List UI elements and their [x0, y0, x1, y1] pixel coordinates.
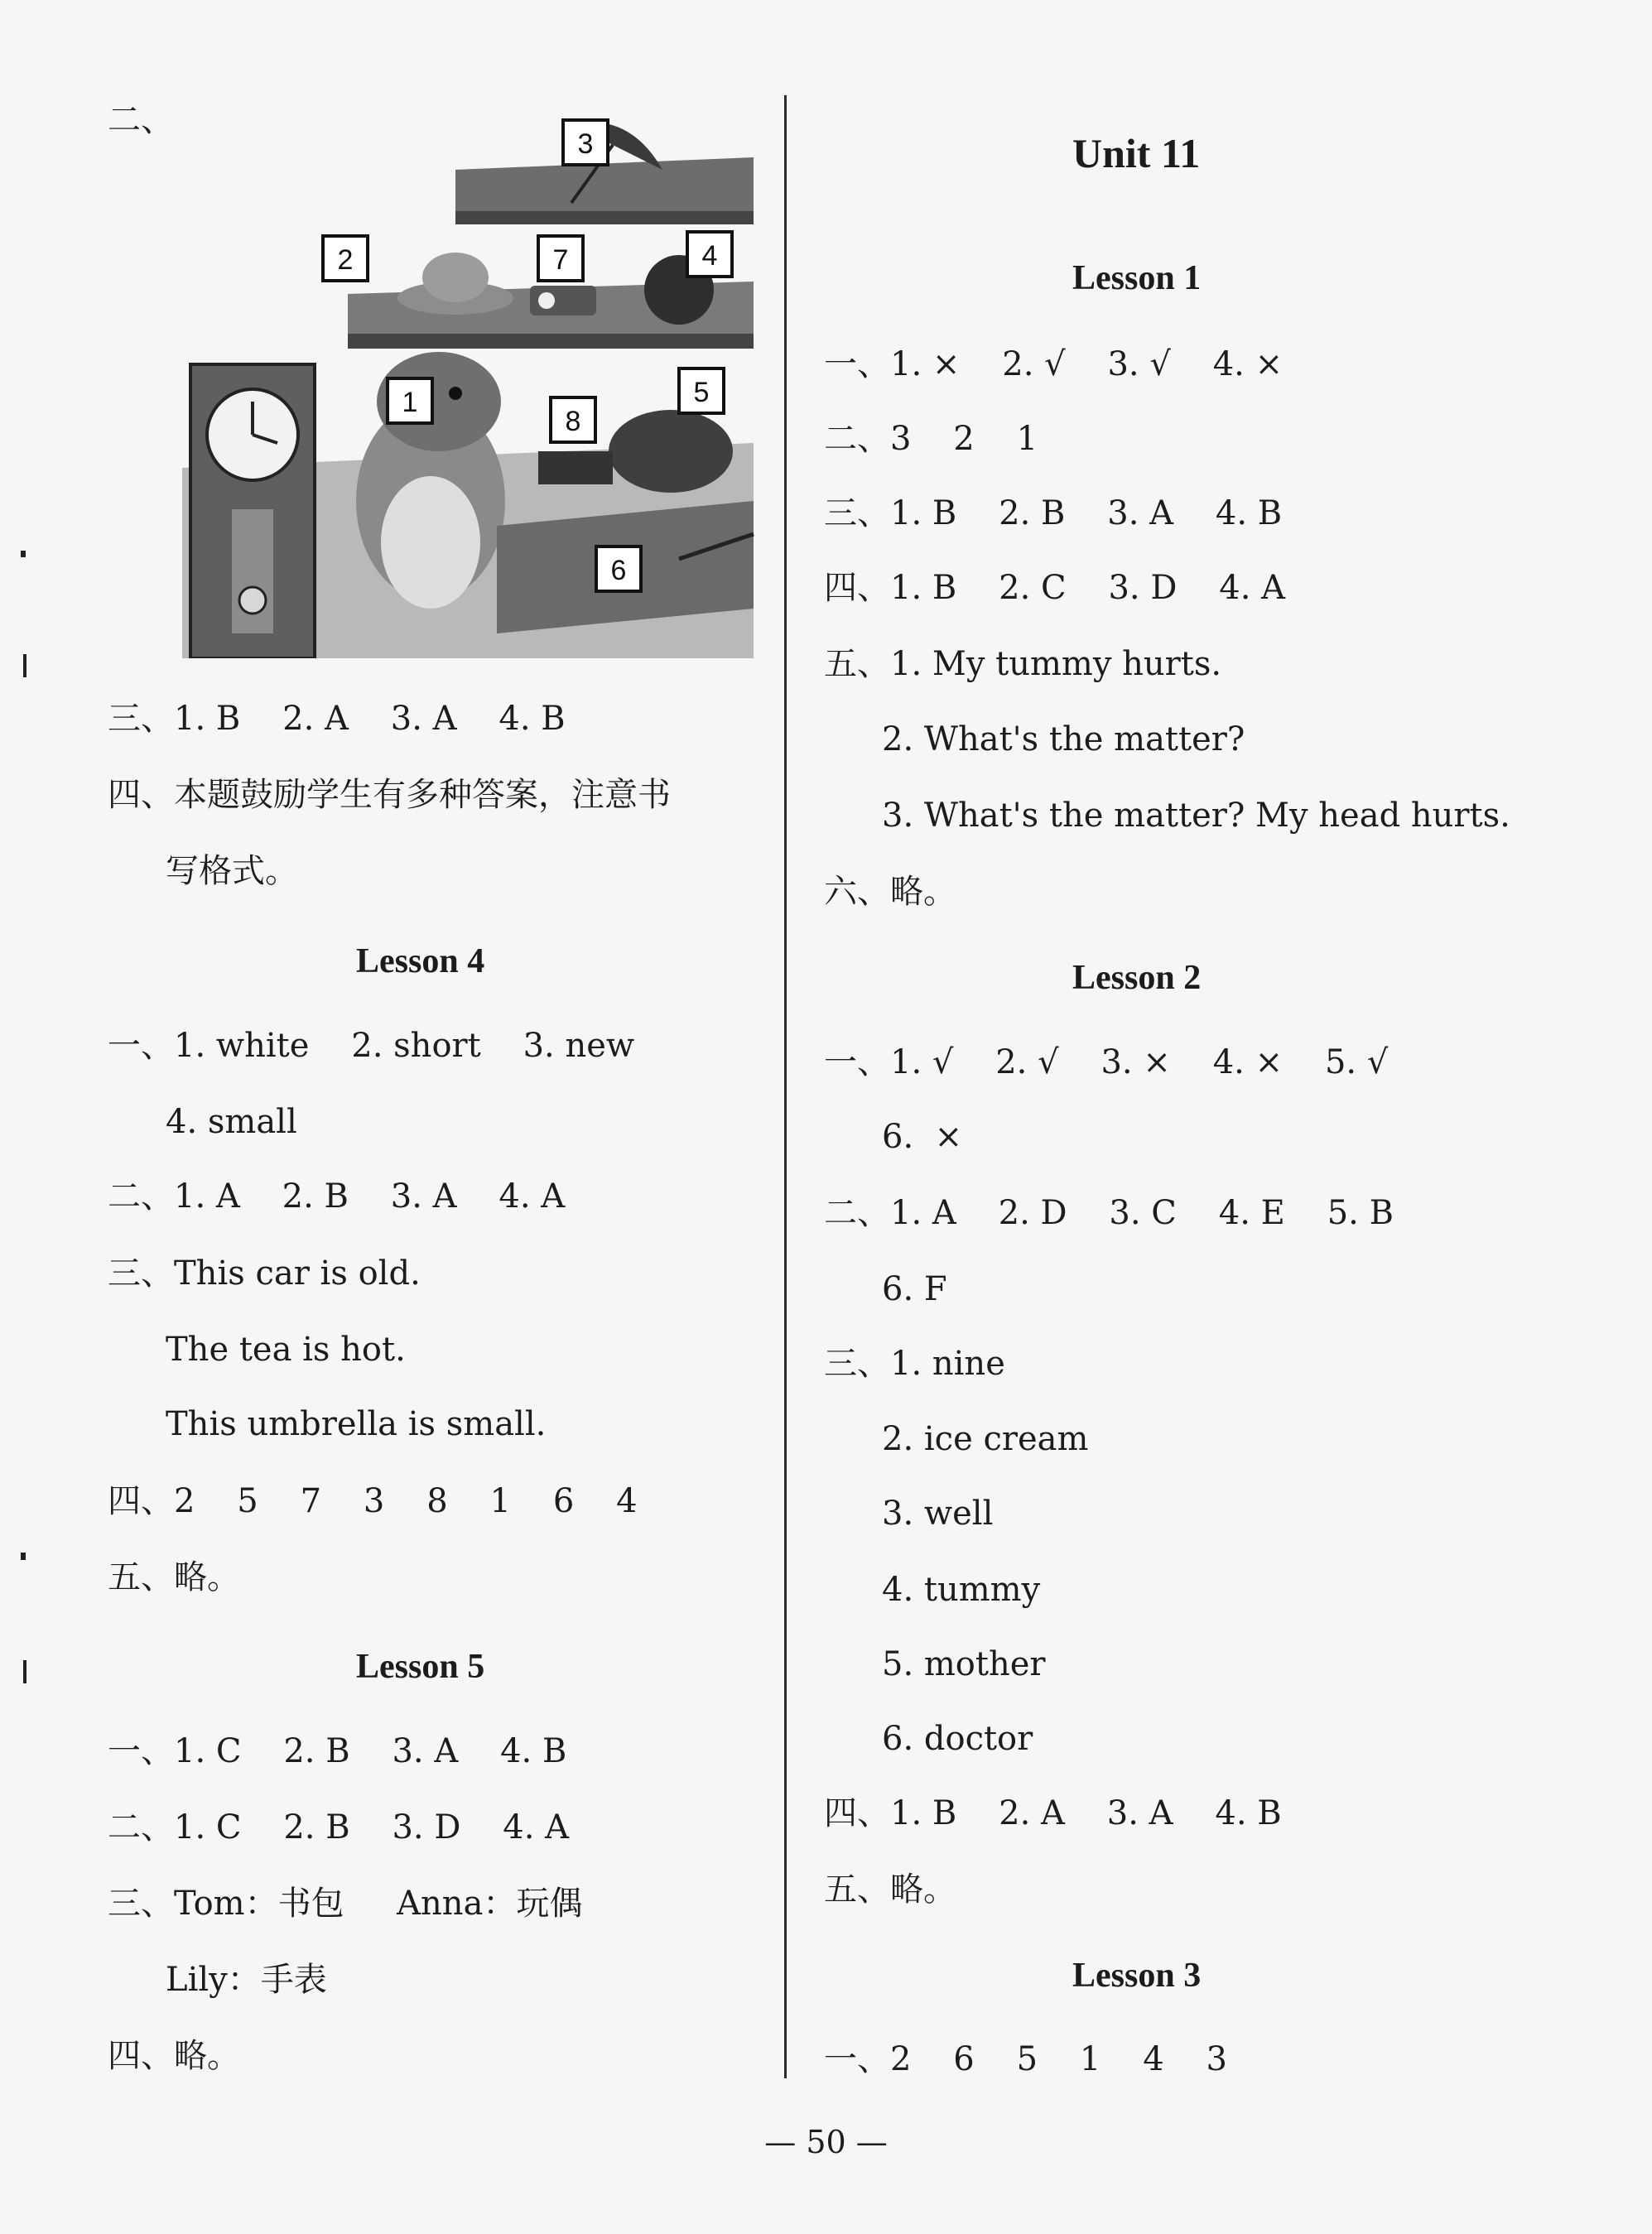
section-2-label: 二、 — [108, 101, 174, 139]
lesson3-section-4-line2: 写格式。 — [166, 852, 298, 890]
lesson4-title: Lesson 4 — [356, 942, 485, 980]
lesson1-section-1: 一、1. × 2. √ 3. √ 4. × — [824, 345, 1284, 383]
label-1: 1 — [402, 387, 418, 418]
lesson5-section-2: 二、1. C 2. B 3. D 4. A — [108, 1808, 570, 1846]
lesson5-section-4: 四、略。 — [108, 2037, 240, 2075]
lesson4-section-1-line2: 4. small — [166, 1103, 297, 1141]
lesson4-section-4: 四、2 5 7 3 8 1 6 4 — [108, 1482, 638, 1520]
lesson3-section-3: 三、1. B 2. A 3. A 4. B — [108, 700, 566, 738]
lesson1-section-6: 六、略。 — [824, 873, 956, 911]
label-4: 4 — [701, 240, 718, 272]
lesson5-section-1: 一、1. C 2. B 3. A 4. B — [108, 1732, 567, 1770]
lesson1-section-5-line3: 3. What's the matter? My head hurts. — [882, 797, 1510, 835]
lesson1-section-5-line1: 五、1. My tummy hurts. — [824, 645, 1222, 683]
label-2: 2 — [337, 244, 354, 276]
lesson2-section-3-line3: 3. well — [882, 1495, 994, 1533]
lesson5-section-3-line1: 三、Tom：书包 Anna：玩偶 — [108, 1885, 583, 1923]
lesson4-section-1-line1: 一、1. white 2. short 3. new — [108, 1027, 635, 1065]
scan-mark — [23, 654, 26, 677]
lesson4-section-2: 二、1. A 2. B 3. A 4. A — [108, 1177, 566, 1216]
lesson3-section-1: 一、2 6 5 1 4 3 — [824, 2040, 1227, 2078]
lesson1-title: Lesson 1 — [1072, 259, 1202, 297]
lesson1-section-5-line2: 2. What's the matter? — [882, 720, 1245, 758]
lesson2-section-5: 五、略。 — [824, 1870, 956, 1909]
lesson3-title: Lesson 3 — [1072, 1957, 1202, 1995]
lesson1-section-3: 三、1. B 2. B 3. A 4. B — [824, 494, 1283, 532]
lesson1-section-4: 四、1. B 2. C 3. D 4. A — [824, 569, 1286, 607]
lesson2-section-1-line2: 6. × — [882, 1118, 963, 1156]
label-8: 8 — [565, 406, 581, 437]
lesson4-section-3-line2: The tea is hot. — [166, 1331, 406, 1369]
lesson4-section-5: 五、略。 — [108, 1558, 240, 1596]
lesson2-section-3-line2: 2. ice cream — [882, 1420, 1089, 1458]
lesson5-section-3-line2: Lily：手表 — [166, 1961, 327, 1999]
unit-title: Unit 11 — [1072, 130, 1201, 176]
lesson2-title: Lesson 2 — [1072, 959, 1202, 997]
lesson2-section-3-line6: 6. doctor — [882, 1720, 1033, 1758]
lesson2-section-2-line1: 二、1. A 2. D 3. C 4. E 5. B — [824, 1194, 1394, 1232]
scan-mark — [23, 1660, 26, 1683]
lesson4-section-3-line1: 三、This car is old. — [108, 1254, 421, 1293]
shelf-illustration — [182, 112, 787, 658]
label-7: 7 — [552, 244, 569, 276]
lesson3-section-4-line1: 四、本题鼓励学生有多种答案，注意书 — [108, 776, 671, 814]
label-6: 6 — [610, 555, 627, 586]
label-5: 5 — [693, 377, 710, 408]
column-divider — [784, 95, 787, 2078]
scan-mark — [21, 1553, 26, 1560]
lesson2-section-3-line4: 4. tummy — [882, 1571, 1041, 1609]
lesson2-section-2-line2: 6. F — [882, 1270, 947, 1308]
lesson2-section-1-line1: 一、1. √ 2. √ 3. × 4. × 5. √ — [824, 1043, 1389, 1081]
lesson1-section-2: 二、3 2 1 — [824, 420, 1038, 458]
lesson4-section-3-line3: This umbrella is small. — [166, 1405, 547, 1443]
label-3: 3 — [577, 128, 594, 160]
lesson2-section-3-line5: 5. mother — [882, 1645, 1046, 1683]
page-number: — 50 — — [764, 2124, 888, 2160]
lesson2-section-4: 四、1. B 2. A 3. A 4. B — [824, 1794, 1282, 1832]
lesson2-section-3-line1: 三、1. nine — [824, 1345, 1005, 1383]
lesson5-title: Lesson 5 — [356, 1648, 485, 1686]
scan-mark — [21, 551, 26, 557]
